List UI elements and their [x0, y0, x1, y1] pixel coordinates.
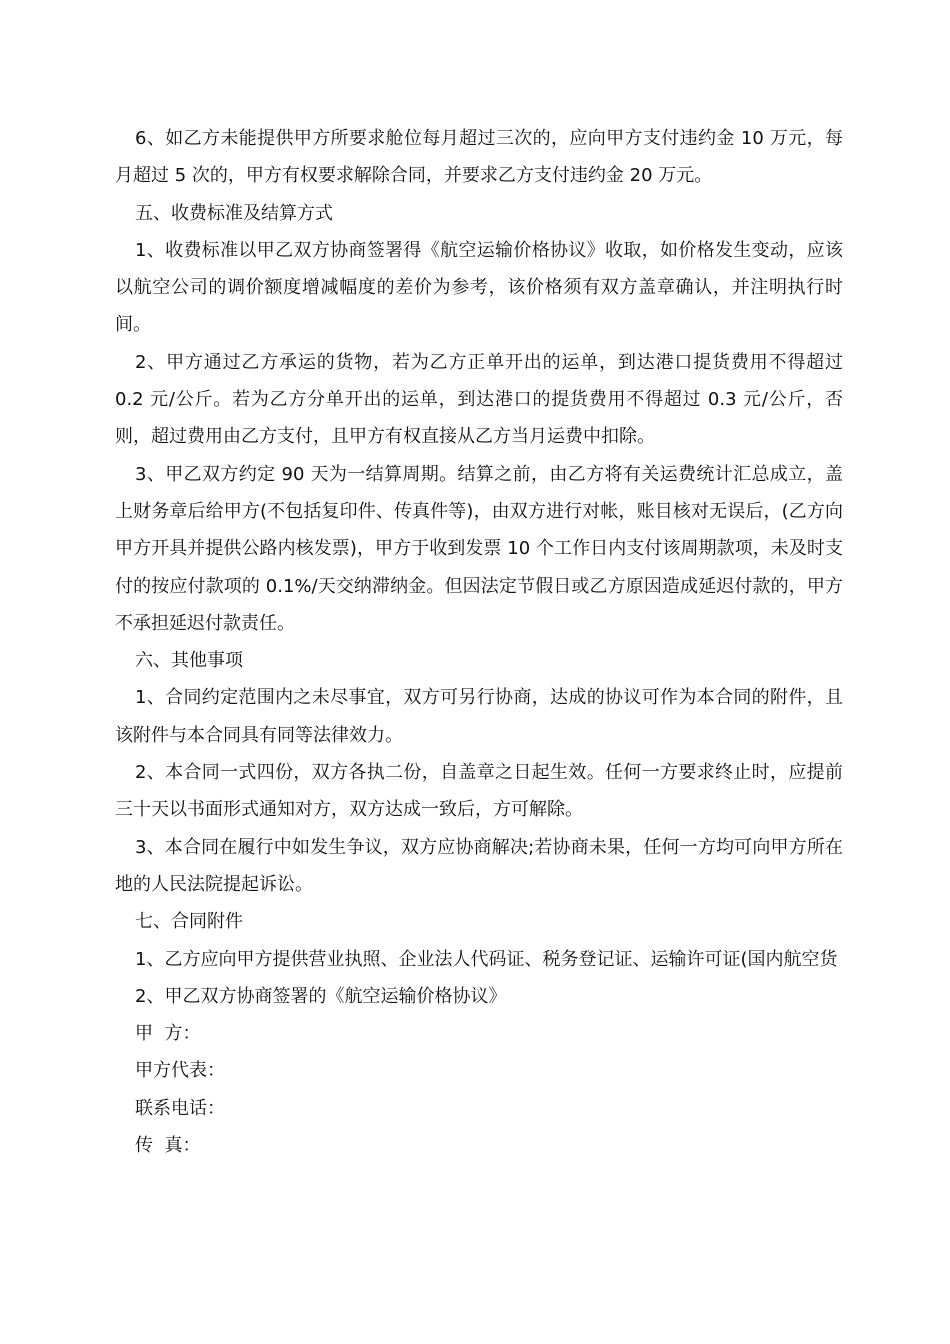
fax-label: 传 真：	[135, 1135, 201, 1157]
clause-6-3-disputes: 3、本合同在履行中如发生争议，双方应协商解决;若协商未果，任何一方均可向甲方所在地的人民法院提起诉讼。	[115, 836, 843, 895]
clause-7-1-documents: 1、乙方应向甲方提供营业执照、企业法人代码证、税务登记证、运输许可证(国内航空货	[135, 948, 838, 970]
contract-body	[115, 120, 843, 1164]
clause-5-3-settlement: 3、甲乙双方约定 90 天为一结算周期。结算之前，由乙方将有关运费统计汇总成立，盖上财务章后给甲方(不包括复印件、传真件等)，由双方进行对帐，账目核对无误后，(乙方向甲方开具并提供公路内核发票)，甲方于收到发票 10 个工作日内支付该周期款项，未及时支付的按应付款项的 0.1%/天交纳滞纳金。但因法定节假日或乙方原因造成延迟付款的，甲方不承担延迟付款责任。	[115, 463, 843, 634]
clause-5-2-pickup-fee: 2、甲方通过乙方承运的货物，若为乙方正单开出的运单，到达港口提货费用不得超过 0.2 元/公斤。若为乙方分单开出的运单，到达港口的提货费用不得超过 0.3 元/公斤，否则，超过费用由乙方支付，且甲方有权直接从乙方当月运费中扣除。	[115, 351, 843, 448]
section-6-heading: 六、其他事项	[135, 650, 243, 672]
clause-6-2-copies: 2、本合同一式四份，双方各执二份，自盖章之日起生效。任何一方要求终止时，应提前三十天以书面形式通知对方，双方达成一致后，方可解除。	[115, 762, 843, 821]
clause-6-penalty: 6、如乙方未能提供甲方所要求舱位每月超过三次的，应向甲方支付违约金 10 万元，每月超过 5 次的，甲方有权要求解除合同，并要求乙方支付违约金 20 万元。	[115, 128, 843, 187]
contact-phone-label: 联系电话：	[135, 1097, 225, 1119]
section-7-heading: 七、合同附件	[135, 911, 243, 933]
section-5-heading: 五、收费标准及结算方式	[135, 202, 333, 224]
party-a-label: 甲 方：	[135, 1023, 201, 1045]
clause-7-2-price-agreement: 2、甲乙双方协商签署的《航空运输价格协议》	[135, 985, 507, 1007]
clause-6-1-supplement: 1、合同约定范围内之未尽事宜，双方可另行协商，达成的协议可作为本合同的附件，且该附件与本合同具有同等法律效力。	[115, 687, 843, 746]
party-a-representative-label: 甲方代表：	[135, 1060, 225, 1082]
clause-5-1-pricing: 1、收费标准以甲乙双方协商签署得《航空运输价格协议》收取，如价格发生变动，应该以航空公司的调价额度增减幅度的差价为参考，该价格须有双方盖章确认，并注明执行时间。	[115, 239, 843, 336]
